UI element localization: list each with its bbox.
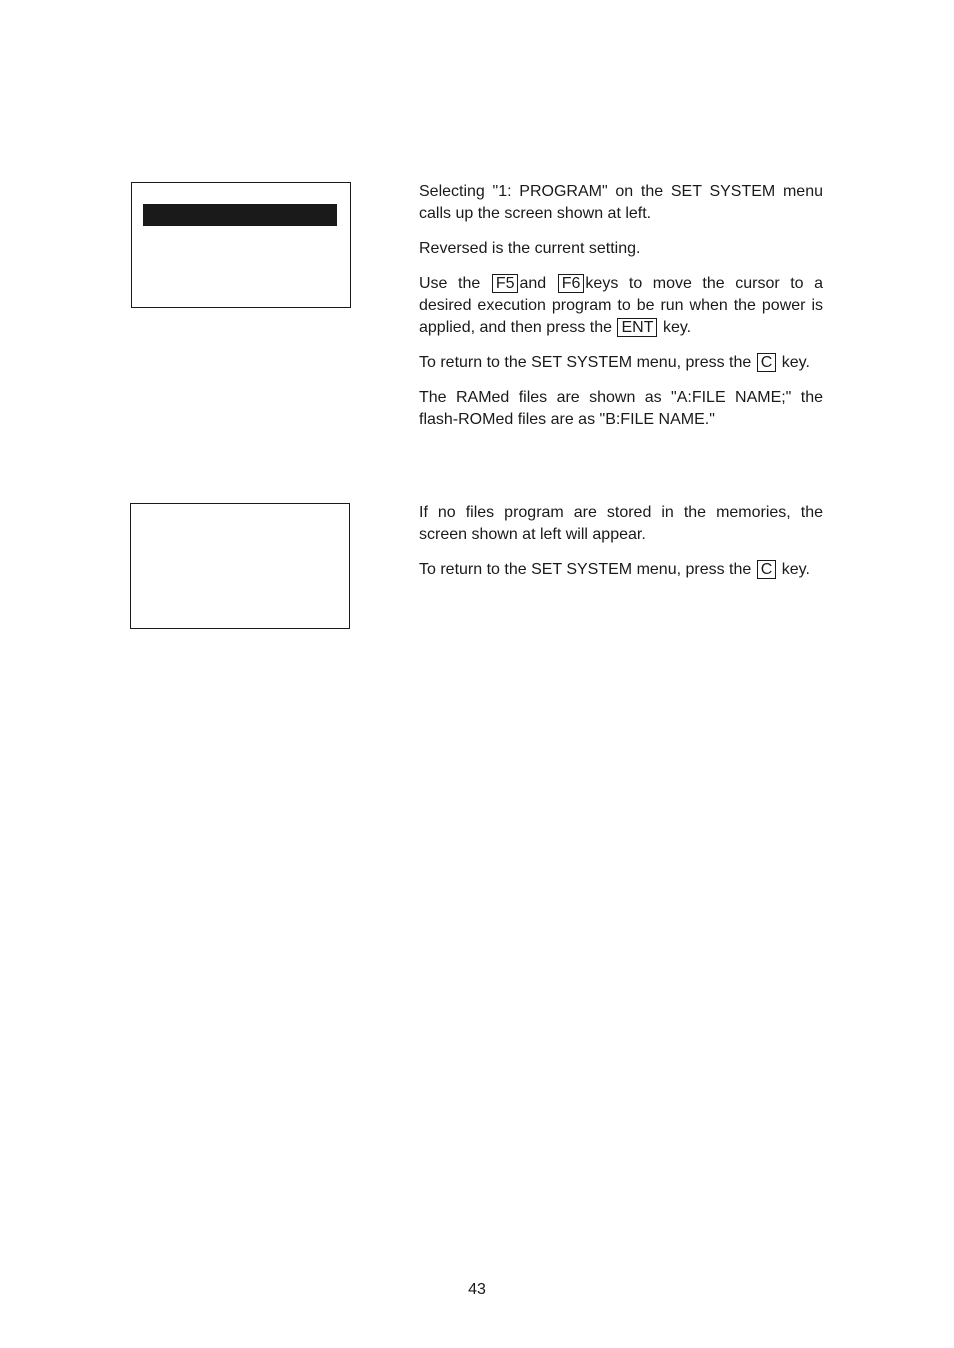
paragraph-return-menu	[419, 352, 823, 374]
key-ent: ENT	[617, 318, 657, 337]
text: To return to the SET SYSTEM menu, press the	[419, 354, 752, 371]
program-select-screen	[131, 182, 351, 308]
key-c: C	[757, 560, 777, 579]
key-f6: F6	[558, 274, 585, 293]
reversed-selection-bar	[143, 204, 337, 226]
paragraph-file-naming: The RAMed files are shown as "A:FILE NAME;" the flash-ROMed files are as "B:FILE NAME."	[419, 389, 823, 428]
text: and	[519, 275, 547, 292]
program-instructions	[419, 181, 823, 444]
text: key.	[781, 561, 810, 578]
page-number: 43	[468, 1281, 486, 1298]
no-files-instructions	[419, 502, 823, 594]
text: key.	[781, 354, 810, 371]
paragraph-return-menu-2	[419, 559, 823, 581]
paragraph-selecting-program: Selecting "1: PROGRAM" on the SET SYSTEM menu calls up the screen shown at left.	[419, 183, 823, 222]
paragraph-reversed-setting: Reversed is the current setting.	[419, 240, 641, 257]
no-files-screen	[130, 503, 350, 629]
key-f5: F5	[492, 274, 519, 293]
text: key.	[662, 319, 692, 336]
text: keys to move the cursor to a desired execution program to be run when the power is applied, and then press the	[419, 275, 824, 336]
text: To return to the SET SYSTEM menu, press the	[419, 561, 752, 578]
paragraph-cursor-keys	[419, 273, 823, 339]
paragraph-no-files: If no files program are stored in the memories, the screen shown at left will appear.	[419, 504, 823, 543]
key-c: C	[757, 353, 777, 372]
text: Use the	[419, 275, 481, 292]
